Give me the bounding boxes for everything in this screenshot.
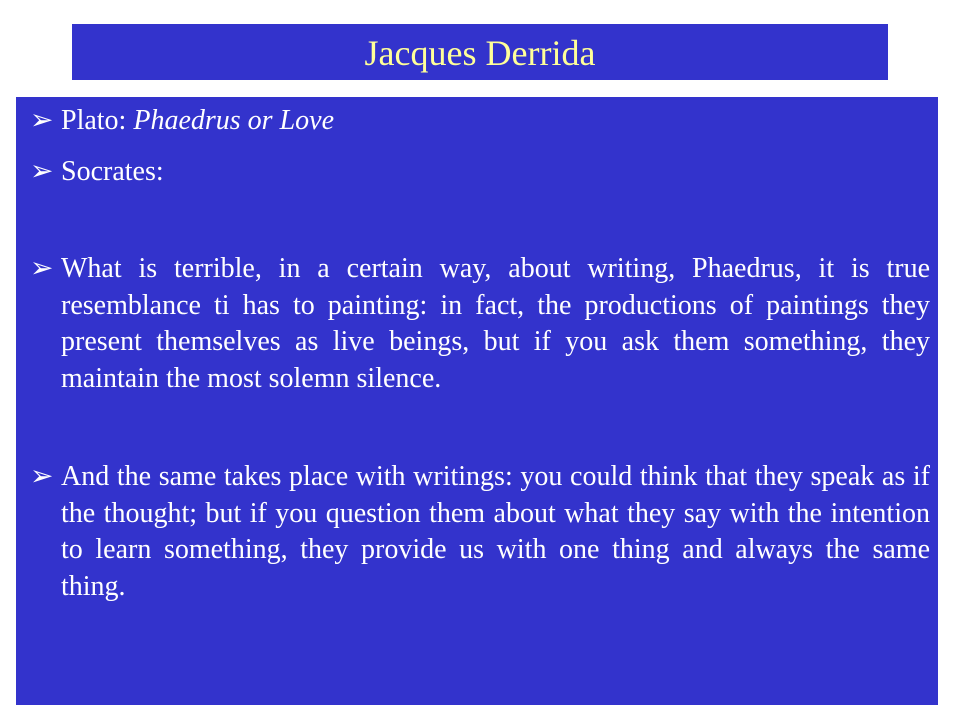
bullet-text: And the same takes place with writings: you could think that they speak as if the thought; but if you question them about what they say with the intention to learn something, they provide us with one thing and always the same thing.	[61, 461, 930, 602]
bullet-item-socrates	[30, 154, 930, 191]
bullet-item-quote-painting	[30, 251, 930, 397]
bullet-italic-text: Phaedrus or Love	[133, 105, 334, 136]
bullet-text: What is terrible, in a certain way, about writing, Phaedrus, it is true resemblance ti has to painting: in fact, the productions of paintings they present themselves as live beings, but if you ask them something, they maintain the most solemn silence.	[61, 253, 930, 394]
arrow-bullet-icon: ➢	[30, 461, 54, 492]
content-panel	[16, 97, 938, 705]
bullet-lead-text: Plato:	[61, 105, 134, 136]
bullet-text	[30, 103, 930, 140]
slide-title: Jacques Derrida	[364, 33, 596, 73]
bullet-item-plato	[30, 103, 930, 140]
arrow-bullet-icon: ➢	[30, 105, 54, 136]
arrow-bullet-icon: ➢	[30, 253, 54, 284]
arrow-bullet-icon: ➢	[30, 156, 54, 187]
bullet-text: Socrates:	[61, 156, 164, 187]
title-bar	[72, 24, 888, 80]
bullet-item-quote-writings	[30, 459, 930, 605]
